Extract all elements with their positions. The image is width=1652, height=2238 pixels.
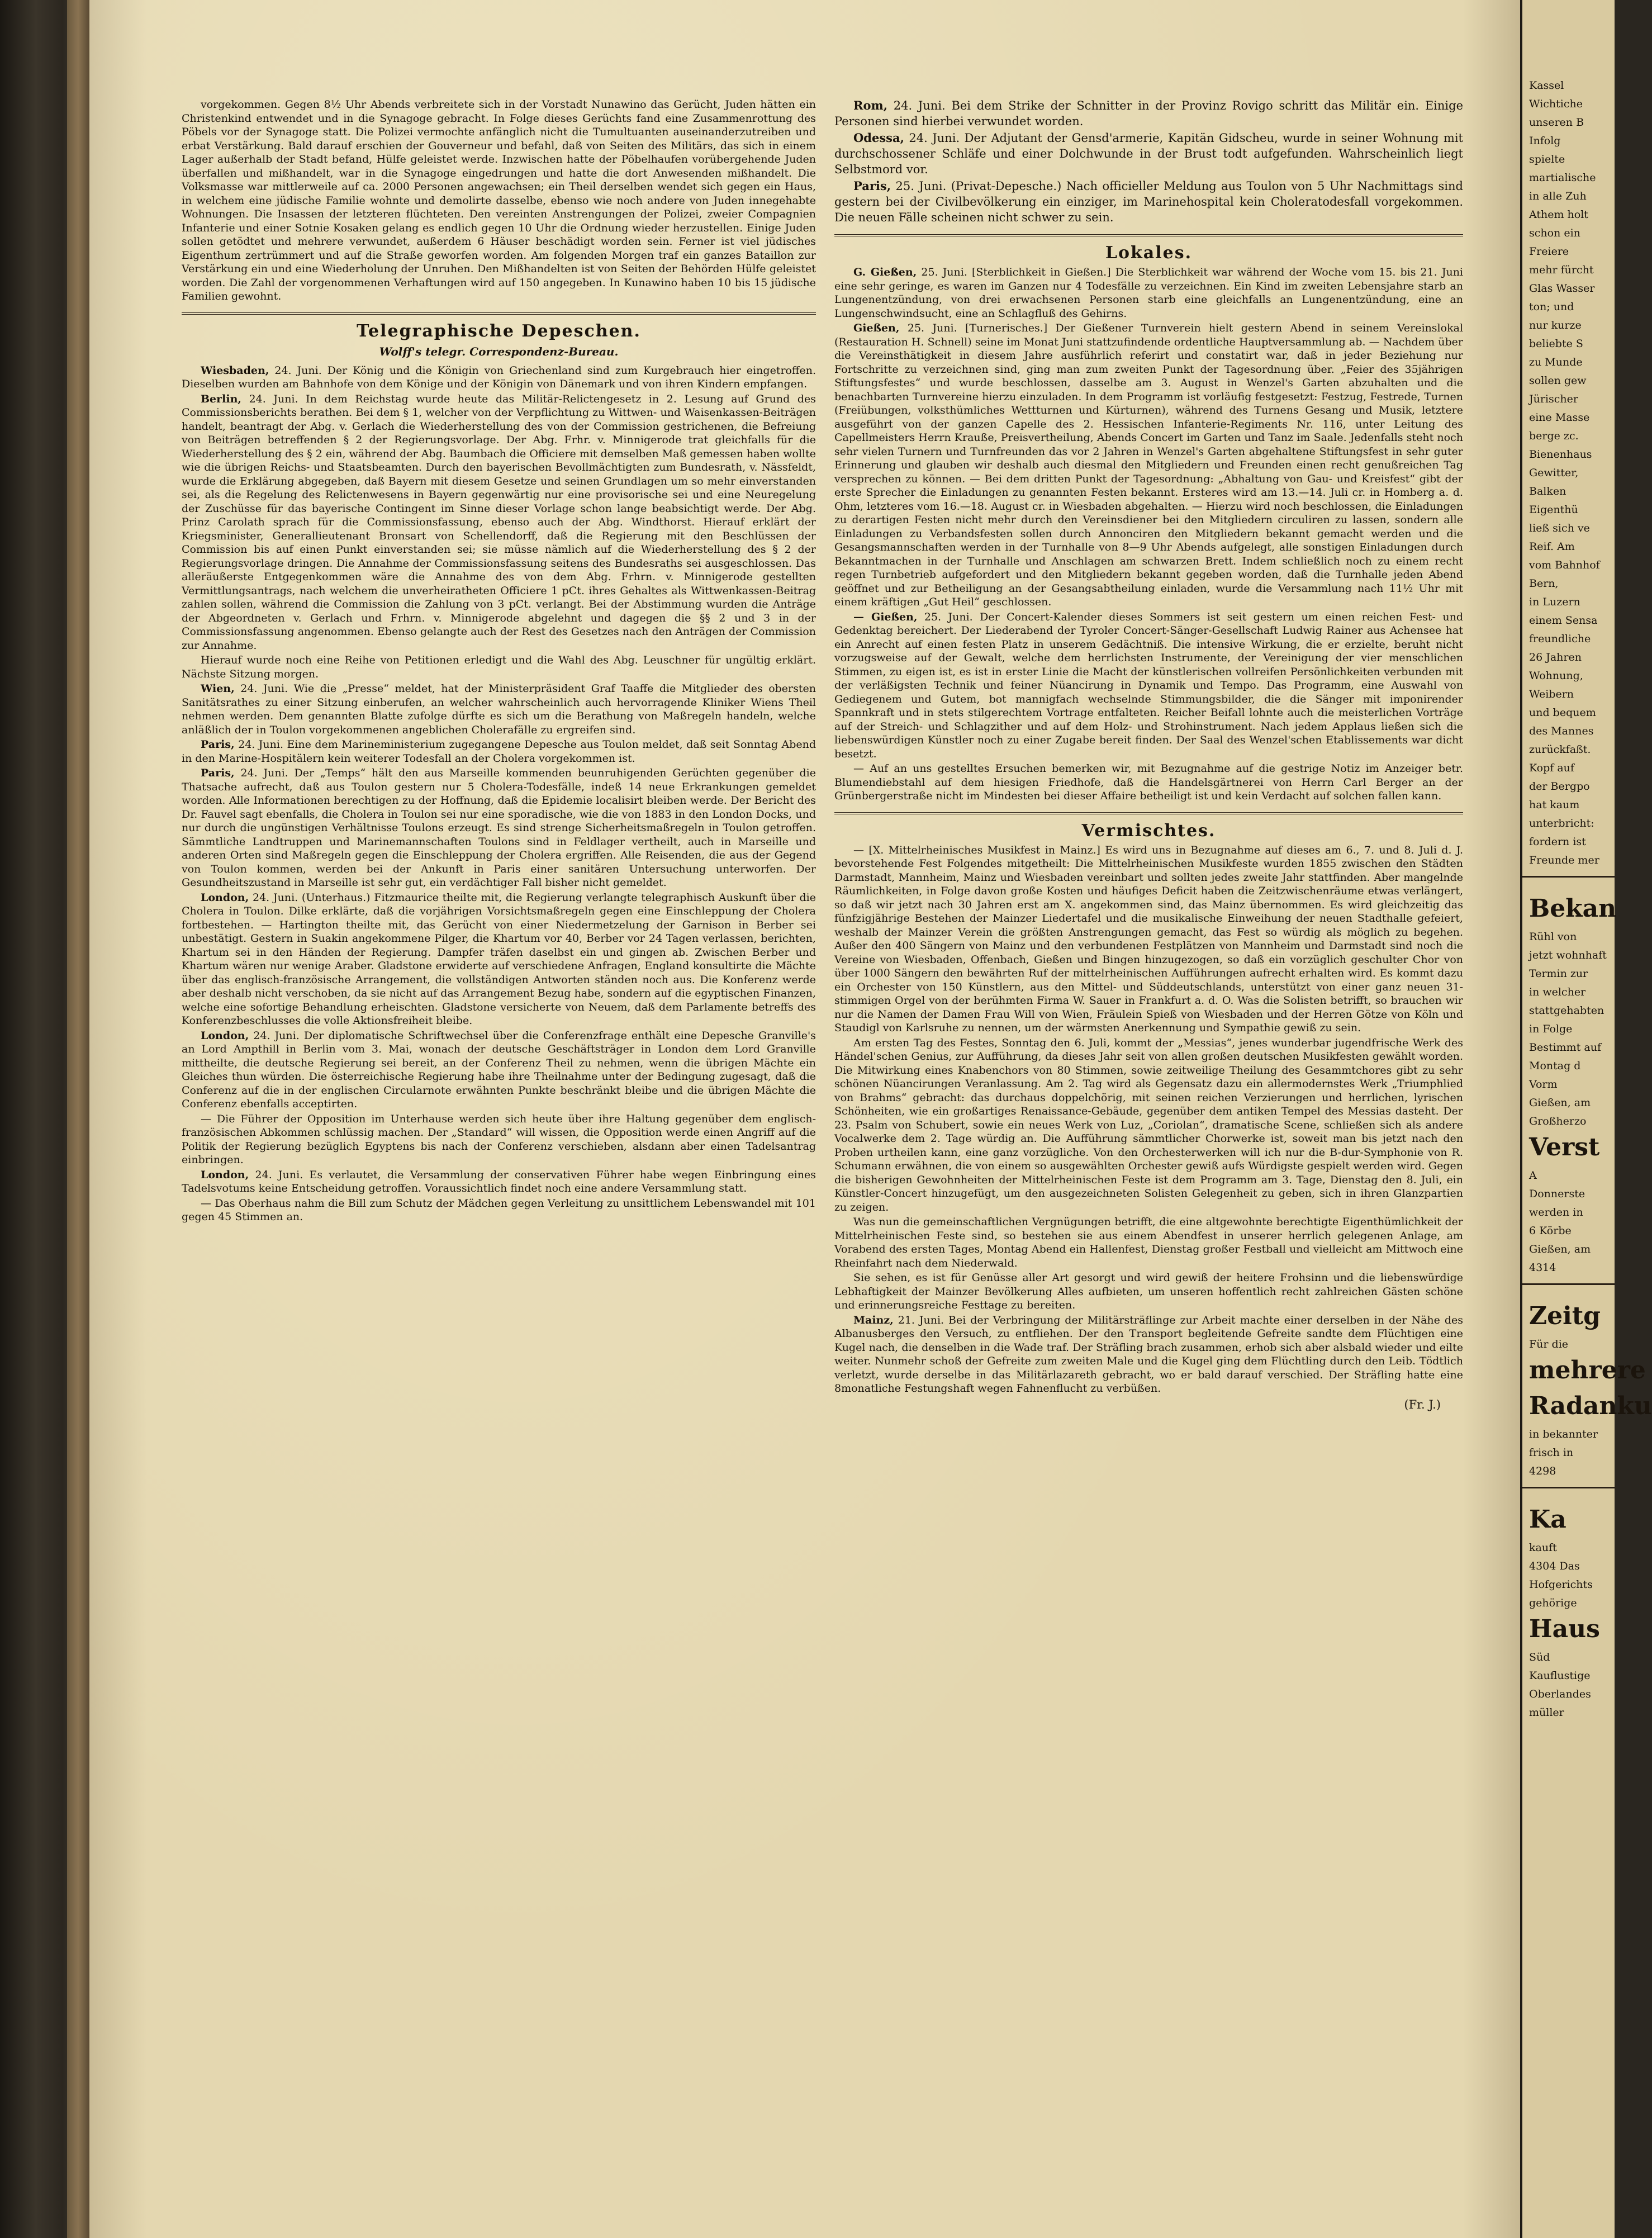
adjacent-text-fragment: Wohnung, — [1529, 670, 1583, 682]
adjacent-text-fragment: Gewitter, — [1529, 467, 1579, 479]
article-paragraph — [834, 98, 1463, 129]
adjacent-text-fragment: in bekannter — [1529, 1428, 1598, 1440]
article-text: 24. Juni. Eine dem Marineministerium zugegangene Depesche aus Toulon meldet, daß seit Sonntag Abend in den Marine-Hospitälern kein weiterer Todesfall an der Cholera vorgekommen ist. — [182, 738, 816, 765]
article-paragraph — [834, 1215, 1463, 1270]
article-dateline: Paris, — [201, 767, 235, 779]
book-binding — [0, 0, 89, 2238]
adjacent-text-fragment: hat kaum — [1529, 799, 1580, 811]
article-paragraph — [182, 891, 816, 1028]
adjacent-text-fragment: 4314 — [1529, 1262, 1556, 1274]
article-text: 24. Juni. Der König und die Königin von Griechenland sind zum Kurgebrauch hier eingetroffen. Dieselben wurden am Bahnhofe von dem Könige und der Königin von Dänemark und von ihren Kindern empfangen. — [182, 364, 816, 390]
article-paragraph — [834, 1314, 1463, 1396]
adjacent-page-edge — [1520, 0, 1652, 2238]
adjacent-text-fragment: fordern ist — [1529, 836, 1586, 848]
adjacent-text-fragment: Bestimmt auf — [1529, 1041, 1601, 1054]
adjacent-text-fragment: unterbricht: — [1529, 817, 1594, 829]
adjacent-text-fragment: Vorm — [1529, 1078, 1558, 1090]
article-text: — Die Führer der Opposition im Unterhause werden sich heute über ihre Haltung gegenüber dem englisch-französischen Abkommen schlüssig machen. Der „Standard“ will wissen, die Opposition werde einen Angriff auf die Politik der Regierung bezüglich Egyptens bis nach der Conferenz verschieben, alsdann aber einen Tadelsantrag einbringen. — [182, 1112, 816, 1166]
adjacent-text-fragment: Haus — [1529, 1615, 1600, 1643]
article-dateline: Wiesbaden, — [201, 364, 269, 377]
adjacent-text-fragment: Verst — [1529, 1133, 1600, 1161]
adjacent-text-fragment: ton; und — [1529, 301, 1574, 313]
article-paragraph — [182, 1112, 816, 1167]
adjacent-text-fragment: martialische — [1529, 172, 1596, 184]
article-text: Was nun die gemeinschaftlichen Vergnügungen betrifft, die eine altgewohnte berechtigte Eigenthümlichkeit der Mittelrheinischen Feste sind, so bestehen sie aus einem Abendfest in unserer herrlich gelegenen Anlage, am Vorabend des ersten Tages, Montag Abend ein Hallenfest, Dienstag großer Festball und vielleicht am Mittwoch eine Rheinfahrt nach dem Niederwald. — [834, 1216, 1463, 1269]
adjacent-text-fragment: Zeitg — [1529, 1302, 1601, 1330]
adjacent-text-fragment: in Folge — [1529, 1023, 1573, 1035]
article-paragraph — [834, 1271, 1463, 1312]
adjacent-text-fragment: unseren B — [1529, 116, 1584, 129]
article-paragraph — [834, 610, 1463, 761]
adjacent-divider — [1522, 876, 1615, 878]
article-paragraph — [182, 1029, 816, 1111]
adjacent-text-fragment: Gießen, am — [1529, 1097, 1591, 1109]
adjacent-text-fragment: Für die — [1529, 1338, 1569, 1350]
adjacent-text-fragment: Glas Wasser — [1529, 282, 1595, 295]
adjacent-text-fragment: Freiere — [1529, 245, 1569, 258]
article-text: 25. Juni. [Turnerisches.] Der Gießener Turnverein hielt gestern Abend in seinem Vereinslokal (Restauration H. Schnell) seine im Monat Juni stattzufindende ordentliche Hauptversammlung ab. — Nachdem über die Vereinsthätigkeit in diesem Jahre ausführlich referirt und constatirt war, daß in jeder Beziehung nur Fortschritte zu verzeichnen sind, ging man zum zweiten Punkt der Tagesordnung über. „Feier des 35jährigen Stiftungsfestes“ und wurde beschlossen, dasselbe am 3. August in Wenzel's Garten abzuhalten und die benachbarten Turnvereine hierzu einzuladen. In dem Programm ist vorläufig festgesetzt: Festzug, Festrede, Turnen (Freiübungen, volksthümliches Wettturnen und Kürturnen), während des Turnens Gesang und Musik, letztere ausgeführt von der ganzen Capelle des 2. Hessischen Infanterie-Regiments Nr. 116, unter Leitung des Capellmeisters Herrn Krauße, Preisvertheilung, Abends Concert im Garten und Tanz im Saale. Jedenfalls steht noch sehr vielen Turnern und Turnfreunden das vor 2 Jahren in Wenzel's Garten abgehaltene Stiftungsfest in sehr guter Erinnerung und glauben wir deshalb auch diesmal den Mitgliedern und Freunden einen recht genußreichen Tag versprechen zu können. — Bei dem dritten Punkt der Tagesordnung: „Abhaltung von Gau- und Kreisfest“ gibt der erste Sprecher die Einladungen zu genannten Festen bekannt. Ersteres wird am 13.—14. Juli cr. in Homberg a. d. Ohm, letzteres vom 16.—18. August cr. in Wiesbaden abgehalten. — Hierzu wird noch beschlossen, die Einladungen zu derartigen Festen nicht mehr durch den Vereinsdiener bei den Mitgliedern circuliren zu lassen, sondern alle Einladungen zu Verbandsfesten sollen durch Annonciren den Mitgliedern bekannt gemacht werden und die Gesangsmannschaften werden in der Turnhalle von 8—9 Uhr Abends aufgelegt, alle sonstigen Einladungen durch Bekanntmachen in der Turnhalle und Anschlagen am schwarzen Brett. Indem schließlich noch zu einem recht regen Turnbetrieb aufgefordert und den Mitgliedern bekannt gegeben worden, daß die Turnhalle jeden Abend geöffnet und zur Betheiligung an der Gesangsabtheilung einladen, wurde die Versammlung nach 11½ Uhr mit einem kräftigen „Gut Heil“ geschlossen. — [834, 322, 1463, 608]
article-text: Sie sehen, es ist für Genüsse aller Art gesorgt und wird gewiß der heitere Frohsinn und die liebenswürdige Lebhaftigkeit der Mainzer Bevölkerung Alles aufbieten, um unseren hoffentlich recht zahlreichen Gästen schöne und erinnerungsreiche Festtage zu bereiten. — [834, 1272, 1463, 1311]
adjacent-text-fragment: in welcher — [1529, 986, 1586, 998]
article-paragraph — [182, 653, 816, 681]
adjacent-text-fragment: nur kurze — [1529, 319, 1582, 331]
article-text: 24. Juni. (Unterhaus.) Fitzmaurice theilte mit, die Regierung verlangte telegraphisch Auskunft über die Cholera in Toulon. Dilke erklärte, daß die vorjährigen Vorsichtsmaßregeln gegen eine Einschleppung der Cholera fortbestehen. — Hartington theilte mit, das Gerücht von einer Niedermetzelung der Garnison in Berber sei unbestätigt. Gestern in Suakin angekommene Pilger, die Khartum vor 40, Berber vor 24 Tagen verlassen, berichten, Khartum sei in den Händen der Regierung. Dampfer träfen daselbst ein und gingen ab. Zwischen Berber und Khartum wären nur wenige Araber. Gladstone erwiderte auf verschiedene Anfragen, England konsultirte die Mächte über das englisch-französische Arrangement, die vollständigen Antworten ständen noch aus. Die Konferenz werde aber deshalb nicht verschoben, da sie nicht auf das Arrangement Bezug habe, sondern auf die egyptischen Finanzen, welche eine sofortige Behandlung erheischten. Gladstone versicherte von Neuem, daß dem Parlamente betreffs des Konferenzbeschlusses die volle Aktionsfreiheit bleibe. — [182, 891, 816, 1027]
adjacent-text-fragment: Süd — [1529, 1651, 1550, 1663]
article-paragraph — [834, 265, 1463, 320]
section-divider — [834, 234, 1463, 236]
article-dateline: G. Gießen, — [853, 266, 917, 278]
article-text: 25. Juni. [Sterblichkeit in Gießen.] Die Sterblichkeit war während der Woche vom 15. bis 21. Juni eine sehr geringe, es waren im Ganzen nur 4 Todesfälle zu verzeichnen. Ein Kind im zweiten Lebensjahre starb an Lungenentzündung, von drei erwachsenen Personen starb eine gleichfalls an Lungenentzündung, eine an Lungenschwindsucht, eine an Schlagfluß des Gehirns. — [834, 266, 1464, 320]
adjacent-text-fragment: mehrere — [1529, 1356, 1646, 1384]
adjacent-text-fragment: Hofgerichts — [1529, 1578, 1593, 1591]
adjacent-text-fragment: vom Bahnhof — [1529, 559, 1600, 571]
article-text: 24. Juni. Wie die „Presse“ meldet, hat der Ministerpräsident Graf Taaffe die Mitglieder des obersten Sanitätsrathes zu einer Sitzung einberufen, an welcher wahrscheinlich auch hervorragende Kliniker Wiens Theil nehmen werden. Dem genannten Blatte zufolge dürfte es sich um die Berathung von Maßregeln handeln, welche anläßlich der in Toulon vorgekommenen angeblichen Cholerafälle zu ergreifen sind. — [182, 682, 816, 736]
article-dateline: Odessa, — [853, 131, 904, 145]
section-divider — [834, 812, 1463, 814]
adjacent-text-fragment: 26 Jahren — [1529, 651, 1582, 663]
article-paragraph — [182, 1168, 816, 1196]
adjacent-text-fragment: Jürischer — [1529, 393, 1578, 405]
adjacent-text-fragment: Termin zur — [1529, 968, 1588, 980]
article-text: 21. Juni. Bei der Verbringung der Militärsträflinge zur Arbeit machte einer derselben in der Nähe des Albanusberges den Versuch, zu entfliehen. Der den Transport begleitende Gefreite sandte dem Flüchtigen eine Kugel nach, die denselben in die Wade traf. Der Sträfling brach zusammen, erhob sich aber alsbald wieder und eilte weiter. Nunmehr schoß der Gefreite zum zweiten Male und die Kugel ging dem Flüchtling durch den Leib. Tödtlich verletzt, wurde derselbe in das Militärlazareth gebracht, wo er bald darauf verschied. Der Sträfling hatte eine 8monatliche Festungshaft wegen Fahnenflucht zu verbüßen. — [834, 1314, 1463, 1395]
author-signature: (Fr. J.) — [1404, 1397, 1441, 1411]
article-paragraph — [182, 738, 816, 765]
article-dateline: London, — [201, 1168, 249, 1181]
adjacent-text-fragment: Wichtiche — [1529, 98, 1583, 110]
lokales-title: Lokales. — [1105, 243, 1193, 263]
article-paragraph — [182, 392, 816, 653]
article-paragraph — [182, 364, 816, 391]
article-text: 24. Juni. Bei dem Strike der Schnitter in der Provinz Rovigo schritt das Militär ein. Einige Personen sind hierbei verwundet worden. — [834, 99, 1463, 128]
article-text: — Auf an uns gestelltes Ersuchen bemerken wir, mit Bezugnahme auf die gestrige Notiz im Anzeiger betr. Blumendiebstahl auf dem hiesigen Friedhofe, daß die Handelsgärtnerei von Herrn Carl Berger an der Grünbergerstraße nicht im Mindesten bei dieser Affaire betheiligt ist und kein Verdacht auf solchen fallen kann. — [834, 762, 1463, 802]
adjacent-text-fragment: Eigenthü — [1529, 504, 1578, 516]
adjacent-text-fragment: in Luzern — [1529, 596, 1580, 608]
adjacent-text-fragment: spielte — [1529, 153, 1565, 165]
adjacent-text-fragment: A — [1529, 1169, 1537, 1182]
article-text: 24. Juni. Der diplomatische Schriftwechsel über die Conferenzfrage enthält eine Depesche Granville's an Lord Ampthill in Berlin vom 3. Mai, wonach der deutsche Geschäftsträger in London dem Lord Granville mittheilte, die deutsche Regierung sei bereit, an der Conferenz Theil zu nehmen, wenn die übrigen Mächte ein Gleiches thun würden. Die österreichische Regierung habe ihre Theilnahme unter der Bedingung zugesagt, daß die Conferenz auf die in der englischen Circularnote erwähnten Punkte beschränkt bleibe und die übrigen Mächte die Conferenz ebenfalls acceptirten. — [182, 1029, 816, 1110]
article-text: Am ersten Tag des Festes, Sonntag den 6. Juli, kommt der „Messias“, jenes wunderbar jugendfrische Werk des Händel'schen Genius, zur Aufführung, da dieses Jahr seit von allen großen deutschen Musikfesten gewählt worden. Die Mitwirkung eines Knabenchors von 80 Stimmen, sowie zeitweilige Theilung des Gesammtchores gibt zu sehr schönen Nüancirungen Veranlassung. Am 2. Tag wird als Gegensatz dazu ein allermodernstes Werk „Triumphlied von Brahms“ gebracht: das durchaus doppelchörig, mit seinen reichen Verzierungen und herrlichen, lyrischen Schönheiten, wie ein großartiges Renaissance-Gebäude, gegenüber dem antiken Tempel des Messias dasteht. Der 23. Psalm von Schubert, sowie ein neues Werk von Luz, „Coriolan“, dramatische Scene, schließen sich als andere Vocalwerke dem 2. Tage würdig an. Die Aufführung sämmtlicher Chorwerke ist, soweit man bis jetzt nach den Proben urtheilen kann, eine ganz vorzügliche. Von den Orchesterwerken will ich nur die B-dur-Symphonie von R. Schumann erwähnen, die von einem so ausgewählten Orchester gewiß aufs Würdigste gespielt werden wird. Gegen die bisherigen Gewohnheiten der Mittelrheinischen Feste ist dem Programm am 3. Tage, Dienstag den 8. Juli, ein Künstler-Concert hinzugefügt, um den ausgezeichneten Solisten Gelegenheit zu geben, sich in ihren Glanzpartien zu zeigen. — [834, 1036, 1463, 1213]
adjacent-text-fragment: 6 Körbe — [1529, 1225, 1572, 1237]
telegraph-items — [182, 364, 816, 1224]
article-text: 24. Juni. Es verlautet, die Versammlung der conservativen Führer habe wegen Einbringung eines Tadelsvotums keine Entscheidung getroffen. Voraussichtlich findet noch eine andere Versammlung statt. — [182, 1168, 816, 1194]
adjacent-text-fragment: einem Sensa — [1529, 614, 1598, 627]
vermischtes-items — [834, 843, 1463, 1396]
article-paragraph — [182, 1197, 816, 1224]
adjacent-text-fragment: frisch in — [1529, 1447, 1574, 1459]
adjacent-text-fragment: gehörige — [1529, 1597, 1577, 1609]
adjacent-text-fragment: Kauflustige — [1529, 1670, 1591, 1682]
telegraph-section-title: Telegraphische Depeschen. — [357, 321, 641, 341]
article-text: 25. Juni. (Privat-Depesche.) Nach officieller Meldung aus Toulon von 5 Uhr Nachmittags sind gestern bei der Civilbevölkerung ein einziger, im Marinehospital kein Choleratodesfall vorgekommen. Die neuen Fälle scheinen nicht schwer zu sein. — [834, 179, 1463, 224]
adjacent-text-fragment: Bienenhaus — [1529, 448, 1592, 461]
adjacent-text-fragment: beliebte S — [1529, 338, 1583, 350]
adjacent-text-fragment: kauft — [1529, 1542, 1557, 1554]
adjacent-text-fragment: zu Munde — [1529, 356, 1583, 368]
article-dateline: London, — [201, 1029, 249, 1042]
adjacent-text-fragment: Balken — [1529, 485, 1566, 497]
adjacent-text-fragment: und bequem — [1529, 707, 1596, 719]
adjacent-text-fragment: freundliche — [1529, 633, 1591, 645]
adjacent-text-fragment: Freunde mer — [1529, 854, 1599, 866]
adjacent-text-fragment: berge zc. — [1529, 430, 1579, 442]
article-dateline: London, — [201, 891, 249, 904]
adjacent-text-fragment: 4298 — [1529, 1465, 1556, 1477]
adjacent-text-fragment: schon ein — [1529, 227, 1580, 239]
article-paragraph — [834, 321, 1463, 609]
adjacent-text-fragment: Gießen, am — [1529, 1243, 1591, 1255]
adjacent-text-fragment: Oberlandes — [1529, 1688, 1591, 1700]
adjacent-text-fragment: ließ sich ve — [1529, 522, 1590, 534]
adjacent-text-fragment: der Bergpo — [1529, 780, 1590, 793]
right-column — [834, 98, 1463, 2205]
adjacent-text-fragment: müller — [1529, 1706, 1564, 1719]
adjacent-text-fragment: 4304 Das — [1529, 1560, 1580, 1572]
adjacent-text-fragment: Ka — [1529, 1505, 1566, 1534]
article-paragraph — [834, 762, 1463, 803]
adjacent-text-fragment: Radanku — [1529, 1392, 1652, 1420]
book-spine — [67, 0, 89, 2238]
article-dateline: Paris, — [853, 179, 891, 193]
adjacent-text-fragment: Rühl von — [1529, 931, 1577, 943]
article-text: 24. Juni. In dem Reichstag wurde heute das Militär-Relictengesetz in 2. Lesung auf Grund des Commissionsberichts berathen. Bei dem § 1, welcher von der Verpflichtung zu Wittwen- und Waisenkassen-Beiträgen handelt, beantragt der Abg. v. Gerlach die Wiederherstellung des von der Commission gestrichenen, die Befreiung von Beiträgen betreffenden § 2 der Regierungsvorlage. Der Abg. Frhr. v. Minnigerode trat gleichfalls für die Wiederherstellung des § 2 ein, während der Abg. Baumbach die Officiere mit demselben Maß gemessen haben wollte wie die übrigen Reichs- und Staatsbeamten. Durch den bayerischen Bevollmächtigten zum Bundesrath, v. Nässfeldt, wurde die Erklärung abgegeben, daß Bayern mit diesem Gesetze und seinen Grundlagen um so mehr einverstanden sei, als die Regelung des Relictenwesens in Bayern gegenwärtig nur eine provisorische sei und eine Neuregelung der Zuschüsse für das bayerische Contingent im Sinne dieser Vorlage schon lange beabsichtigt werde. Der Abg. Prinz Carolath sprach für die Commissionsfassung, ebenso auch der Abg. Windthorst. Hierauf erklärt der Kriegsminister, Generallieutenant Bronsart von Schellendorff, daß die Regierung mit den Beschlüssen der Commission bis auf einen Punkt einverstanden sei; sie müsse nämlich auf die Wiederherstellung des § 2 der Regierungsvorlage dringen. Die Annahme der Commissionsfassung seitens des Bundesraths sei ausgeschlossen. Das alleräußerste Entgegenkommen wäre die Annahme des von dem Abg. Frhrn. v. Minnigerode gestellten Vermittlungsantrags, nach welchem die unverheiratheten Officiere 1 pCt. ihres Gehaltes als Wittwenkassen-Beitrag zahlen sollen, während die Commission die Zahlung von 3 pCt. verlangt. Bei der Abstimmung wurden die Anträge der Abgeordneten v. Gerlach und Frhrn. v. Minnigerode abgelehnt und dagegen die §§ 2 und 3 in der Commissionsfassung angenommen. Ebenso gelangte auch der Rest des Gesetzes nach den Anträgen der Commission zur Annahme. — [182, 392, 816, 652]
article-dateline: Wien, — [201, 682, 235, 695]
article-text: 24. Juni. Der „Temps“ hält den aus Marseille kommenden beunruhigenden Gerüchten gegenüber die Thatsache aufrecht, daß aus Toulon gestern nur 5 Cholera-Todesfälle, indeß 14 neue Erkrankungen gemeldet worden. Alle Informationen berechtigen zu der Hoffnung, daß die Epidemie localisirt bleiben werde. Der Bericht des Dr. Fauvel sagt ebenfalls, die Cholera in Toulon sei nur eine sporadische, wie die von 1883 in den London Docks, und nur durch die ungünstigen Verhältnisse Toulons erzeugt. Es sind strenge Sicherheitsmaßregeln in Toulon getroffen. Sämmtliche Landtruppen und Marinemannschaften Toulons sind in Feldlager vertheilt, auch in Marseille und anderen Orten sind Maßregeln gegen die Einschleppung der Cholera ergriffen. Alle Reisenden, die aus der Gegend von Toulon kommen, werden bei der Ankunft in Paris einer sanitären Untersuchung unterworfen. Der Gesundheitszustand in Marseille ist sehr gut, ein verdächtiger Fall bisher nicht gemeldet. — [182, 767, 816, 889]
article-dateline: Berlin, — [201, 392, 242, 405]
section-divider — [182, 312, 816, 315]
adjacent-text-fragment: Bern, — [1529, 577, 1559, 590]
article-text: 25. Juni. Der Concert-Kalender dieses Sommers ist seit gestern um einen reichen Fest- und Gedenktag bereichert. Der Liederabend der Tyroler Concert-Sänger-Gesellschaft Ludwig Rainer aus Achensee hat ein Anrecht auf einen festen Platz in unserem Gedächtniß. Die intensive Wirkung, die er erzielte, beruht nicht vorzugsweise auf der Gewalt, welche dem herrlichsten Instrumente, der Vereinigung der vier menschlichen Stimmen, zu eigen ist, es ist in erster Linie die Macht der künstlerischen vollreifen Persönlichkeiten verbunden mit der verläßigsten Technik und feiner Nüancirung in Dynamik und Tempo. Das Programm, eine Auswahl von Gediegenem und Gutem, bot mannigfach wechselnde Stimmungsbilder, die die Sänger mit imponirender Spannkraft und in stets stilgerechtem Vortrage entfalteten. Reicher Beifall lohnte auch die meisterlichen Vorträge auf der Streich- und Schlagzither und auf dem Holz- und Strohinstrument. Nach jedem Applaus ließen sich die liebenswürdigen Künstler noch zu einer Zugabe bereit finden. Der Saal des Wenzel'schen Etablissements war dicht besetzt. — [834, 610, 1463, 760]
lokales-items — [834, 265, 1463, 803]
article-text: — Das Oberhaus nahm die Bill zum Schutz der Mädchen gegen Verleitung zu unsittlichem Lebenswandel mit 101 gegen 45 Stimmen an. — [182, 1197, 816, 1223]
adjacent-text-fragment: Bekan — [1529, 894, 1617, 923]
article-dateline: Gießen, — [853, 322, 900, 334]
article-paragraph — [834, 178, 1463, 225]
adjacent-text-fragment: Donnerste — [1529, 1188, 1585, 1200]
article-paragraph — [834, 843, 1463, 1035]
article-paragraph — [834, 130, 1463, 177]
intro-paragraph: vorgekommen. Gegen 8½ Uhr Abends verbreitete sich in der Vorstadt Nunawino das Gerücht, Juden hätten ein Christenkind entwendet und in die Synagoge gebracht. In Folge dieses Gerüchts fand eine Zusammenrottung des Pöbels vor der Synagoge statt. Die Polizei vermochte anfänglich nicht die Tumultuanten auseinanderzutreiben und erbat Verstärkung. Bald darauf erschien der Gouverneur und befahl, daß von Seiten des Militärs, das sich in einem Lager außerhalb der Stadt befand, Hülfe geleistet werde. Inzwischen hatte der Pöbelhaufen vorübergehende Juden überfallen und mißhandelt, war in die Synagoge eingedrungen und hatte die dort Anwesenden mißhandelt. Die Volksmasse war mittlerweile auf ca. 2000 Personen angewachsen; ein Theil derselben wendet sich gegen ein Haus, in welchem eine jüdische Familie wohnte und demolirte dasselbe, ebenso wie noch andere von Juden innegehabte Wohnungen. Die Insassen der letzteren flüchteten. Den vereinten Anstrengungen der Polizei, zweier Compagnien Infanterie und einer Sotnie Kosaken gelang es endlich gegen 10 Uhr die Ordnung wieder herzustellen. Einige Juden sollen getödtet und mehrere verwundet, außerdem 6 Häuser beschädigt worden sein. Ferner ist viel jüdisches Eigenthum zertrümmert und auf die Straße geworfen worden. Am folgenden Morgen traf ein ganzes Bataillon zur Verstärkung ein und eine Wiederholung der Unruhen. Den Mißhandelten ist von Seiten der Behörden Hülfe geleistet worden. Die Zahl der vorgenommenen Verhaftungen wird auf 150 angegeben. In Kunawino haben 10 bis 15 jüdische Familien gewohnt. — [182, 98, 816, 302]
article-dateline: Paris, — [201, 738, 235, 751]
adjacent-text-fragment: sollen gew — [1529, 374, 1587, 387]
adjacent-text-fragment: eine Masse — [1529, 411, 1590, 424]
adjacent-text-fragment: stattgehabten — [1529, 1004, 1604, 1017]
adjacent-text-fragment: mehr fürcht — [1529, 264, 1594, 276]
adjacent-text-fragment: des Mannes — [1529, 725, 1594, 737]
adjacent-text-fragment: Infolg — [1529, 135, 1561, 147]
adjacent-text-fragment: Kassel — [1529, 79, 1564, 92]
adjacent-text-fragment: Montag d — [1529, 1060, 1581, 1072]
left-column — [182, 98, 816, 2205]
article-paragraph — [834, 1036, 1463, 1215]
adjacent-text-fragment: in alle Zuh — [1529, 190, 1587, 202]
adjacent-text-fragment: Athem holt — [1529, 208, 1588, 221]
article-paragraph — [182, 682, 816, 737]
vermischtes-title: Vermischtes. — [1081, 821, 1216, 841]
adjacent-text-fragment: Weibern — [1529, 688, 1574, 700]
adjacent-text-fragment: jetzt wohnhaft — [1529, 949, 1607, 961]
article-text: 24. Juni. Der Adjutant der Gensd'armerie, Kapitän Gidscheu, wurde in seiner Wohnung mit durchschossener Schläfe und einer Dolchwunde in der Brust todt aufgefunden. Wahrscheinlich liegt Selbstmord vor. — [834, 131, 1463, 176]
article-dateline: — Gießen, — [853, 610, 918, 623]
article-paragraph — [182, 766, 816, 890]
adjacent-text-fragment: Großherzo — [1529, 1115, 1587, 1127]
adjacent-text-fragment: werden in — [1529, 1206, 1583, 1218]
article-dateline: Mainz, — [853, 1314, 894, 1326]
adjacent-text-fragment: Kopf auf — [1529, 762, 1574, 774]
adjacent-divider — [1522, 1487, 1615, 1488]
article-dateline: Rom, — [853, 98, 887, 112]
article-text: Hierauf wurde noch eine Reihe von Petitionen erledigt und die Wahl des Abg. Leuschner für ungültig erklärt. Nächste Sitzung morgen. — [182, 654, 816, 680]
telegraph-section-subtitle: Wolff's telegr. Correspondenz-Bureau. — [379, 344, 619, 358]
adjacent-text-fragment: zurückfaßt. — [1529, 743, 1591, 756]
foreign-news-items — [834, 98, 1463, 225]
adjacent-divider — [1522, 1283, 1615, 1285]
article-text: — [X. Mittelrheinisches Musikfest in Mainz.] Es wird uns in Bezugnahme auf dieses am 6., 7. und 8. Juli d. J. bevorstehende Fest Folgendes mitgetheilt: Die Mittelrheinischen Musikfeste wurden 1855 zwischen den Städten Darmstadt, Mannheim, Mainz und Wiesbaden vereinbart und sollten jedes zweite Jahr stattfinden. Aber mangelnde Räumlichkeiten, in Folge davon große Kosten und häufiges Deficit haben die Zeitzwischenräume etwas verlängert, so daß wir jetzt nach 30 Jahren erst am X. angekommen sind, das Mainz übernommen. Es wird gleichzeitig das fünfzigjährige Bestehen der Mainzer Liedertafel und die musikalische Einweihung der neuen Stadthalle gefeiert, weshalb der Mainzer Verein die größten Anstrengungen gemacht, das Fest so würdig als möglich zu begehen. Außer den 400 Sängern von Mainz und den verbundenen Festplätzen von Mannheim und Darmstadt sind noch die Vereine von Wiesbaden, Offenbach, Gießen und Bingen hinzugezogen, so daß ein vorzüglich geschulter Chor von über 1000 Sängern den bewährten Ruf der mittelrheinischen Aufführungen aufrecht erhalten wird. Es kommt dazu ein Orchester von 150 Künstlern, aus den Mittel- und Süddeutschlands, unterstützt von einer ganz neuen 31-stimmigen Orgel von der berühmten Firma W. Sauer in Frankfurt a. d. O. Was die Solisten betrifft, so brauchen wir nur die Namen der Damen Frau Will von Wien, Fräulein Spieß von Wiesbaden und der Herren Götze von Köln und Staudigl von Karlsruhe zu nennen, um der wärmsten Anerkennung und Sympathie gewiß zu sein. — [834, 843, 1463, 1034]
adjacent-text-fragment: Reif. Am — [1529, 540, 1575, 553]
